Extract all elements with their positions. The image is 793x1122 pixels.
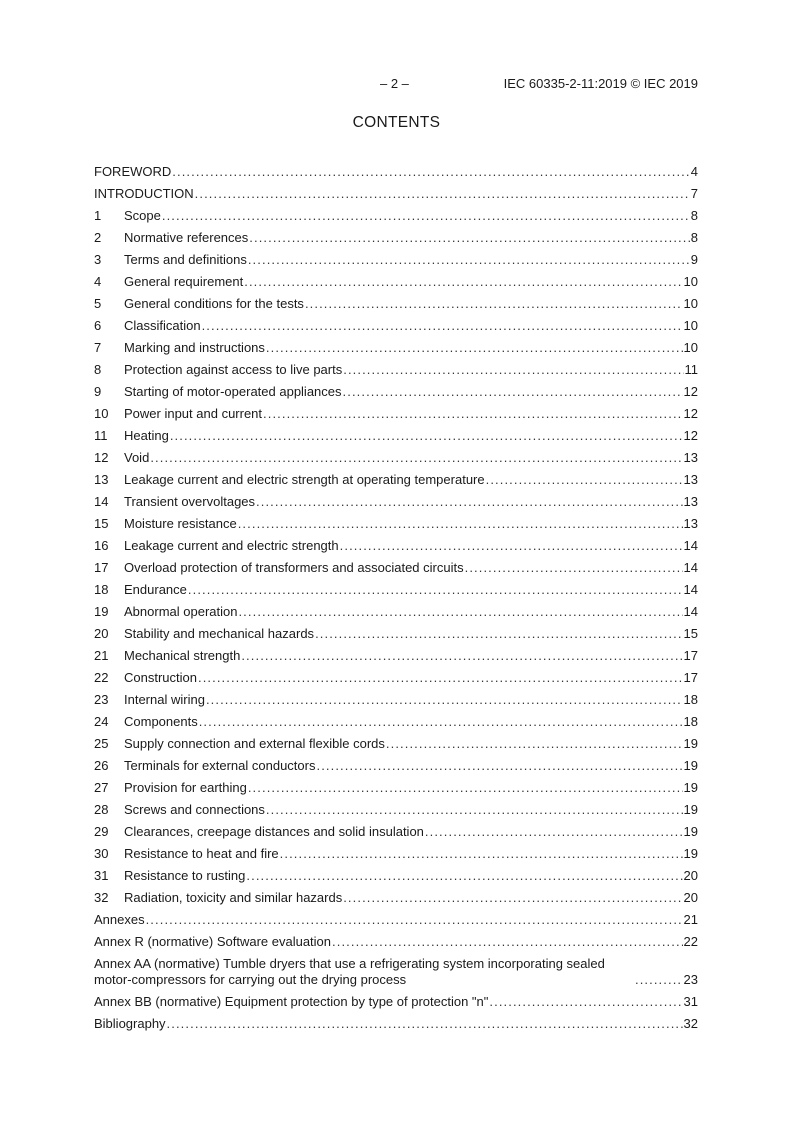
toc-entry[interactable] — [94, 488, 698, 510]
toc-entry-label: Transient overvoltages — [124, 494, 256, 509]
toc-entry[interactable] — [94, 422, 698, 444]
page-header — [0, 76, 793, 92]
toc-entry-label: Leakage current and electric strength — [124, 538, 339, 553]
toc-entry[interactable] — [94, 928, 698, 950]
toc-entry-label: Bibliography — [94, 1016, 166, 1031]
toc-entry-page: 20 — [683, 868, 698, 883]
toc-entry[interactable] — [94, 796, 698, 818]
dot-leader — [315, 626, 682, 642]
dot-leader — [266, 802, 683, 818]
toc-entry-page: 22 — [683, 934, 698, 949]
toc-entry-number: 18 — [94, 582, 109, 597]
dot-leader — [170, 428, 683, 444]
toc-entry-number: 14 — [94, 494, 109, 509]
dot-leader — [305, 296, 683, 312]
dot-leader — [199, 714, 683, 730]
toc-entry-page: 21 — [683, 912, 698, 927]
toc-entry-number: 15 — [94, 516, 109, 531]
toc-entry-label: Mechanical strength — [124, 648, 241, 663]
toc-entry-text — [124, 780, 684, 796]
toc-entry-page: 10 — [683, 318, 698, 333]
toc-entry-page: 12 — [683, 384, 698, 399]
toc-entry[interactable] — [94, 884, 698, 906]
toc-entry-page: 17 — [683, 648, 698, 663]
dot-leader — [386, 736, 683, 752]
toc-entry-number: 29 — [94, 824, 109, 839]
toc-entry-text — [94, 912, 684, 928]
toc-entry-page: 8 — [690, 230, 698, 245]
toc-entry-page: 14 — [683, 538, 698, 553]
toc-entry[interactable] — [94, 642, 698, 664]
toc-entry-page: 14 — [683, 604, 698, 619]
toc-entry-label: Overload protection of transformers and associated circuits — [124, 560, 464, 575]
toc-entry-number: 11 — [94, 428, 108, 443]
toc-entry-text — [124, 758, 684, 774]
toc-entry-number: 22 — [94, 670, 109, 685]
toc-entry-label: Annex AA (normative) Tumble dryers that use a refrigerating system incorporating sealed motor-compressors for carrying out the drying process — [94, 956, 605, 987]
dot-leader — [266, 340, 683, 356]
toc-entry-label: Classification — [124, 318, 201, 333]
toc-entry-number: 12 — [94, 450, 109, 465]
dot-leader — [343, 384, 683, 400]
toc-entry-page: 4 — [690, 164, 698, 179]
toc-entry-text — [94, 956, 684, 988]
toc-entry-page: 13 — [683, 494, 698, 509]
toc-entry-text — [94, 186, 691, 202]
toc-entry-number: 24 — [94, 714, 109, 729]
toc-entry[interactable] — [94, 356, 698, 378]
toc-entry-label: Starting of motor-operated appliances — [124, 384, 342, 399]
toc-entry-page: 19 — [683, 758, 698, 773]
toc-entry-page: 13 — [683, 450, 698, 465]
toc-entry[interactable] — [94, 774, 698, 796]
dot-leader — [248, 780, 683, 796]
toc-entry[interactable] — [94, 290, 698, 312]
toc-entry-page: 18 — [683, 714, 698, 729]
dot-leader — [150, 450, 682, 466]
dot-leader — [249, 230, 689, 246]
toc-entry[interactable] — [94, 554, 698, 576]
toc-entry-page: 8 — [690, 208, 698, 223]
toc-entry-text — [124, 230, 691, 246]
toc-entry-label: Screws and connections — [124, 802, 265, 817]
toc-entry-page: 15 — [683, 626, 698, 641]
toc-entry[interactable] — [94, 268, 698, 290]
toc-entry-text — [124, 274, 684, 290]
toc-entry[interactable] — [94, 466, 698, 488]
toc-entry-page: 19 — [683, 846, 698, 861]
dot-leader — [162, 208, 690, 224]
toc-entry-text — [94, 1016, 684, 1032]
toc-entry[interactable] — [94, 532, 698, 554]
toc-entry-page: 7 — [690, 186, 698, 201]
toc-entry-number: 16 — [94, 538, 109, 553]
toc-entry[interactable] — [94, 988, 698, 1010]
toc-entry-text — [124, 890, 684, 906]
dot-leader — [332, 934, 683, 950]
toc-entry-text — [124, 846, 684, 862]
toc-entry[interactable] — [94, 620, 698, 642]
page-number: – 2 – — [380, 76, 409, 91]
toc-entry-label: Abnormal operation — [124, 604, 238, 619]
toc-entry-number: 25 — [94, 736, 109, 751]
toc-entry-label: Components — [124, 714, 198, 729]
toc-entry-page: 17 — [683, 670, 698, 685]
toc-entry-page: 19 — [683, 824, 698, 839]
toc-entry-number: 26 — [94, 758, 109, 773]
toc-entry-text — [124, 582, 684, 598]
toc-entry[interactable] — [94, 378, 698, 400]
toc-entry-number: 2 — [94, 230, 102, 245]
dot-leader — [248, 252, 690, 268]
toc-entry-text — [124, 824, 684, 840]
toc-entry-page: 20 — [683, 890, 698, 905]
toc-entry-label: Protection against access to live parts — [124, 362, 343, 377]
dot-leader — [465, 560, 683, 576]
toc-entry-number: 23 — [94, 692, 109, 707]
toc-entry-page: 19 — [683, 736, 698, 751]
toc-entry-page: 10 — [683, 296, 698, 311]
toc-entry-label: Moisture resistance — [124, 516, 237, 531]
dot-leader — [343, 890, 682, 906]
toc-entry-number: 17 — [94, 560, 109, 575]
toc-entry[interactable] — [94, 444, 698, 466]
toc-entry-label: Supply connection and external flexible cords — [124, 736, 385, 751]
toc-entry-page: 19 — [683, 802, 698, 817]
toc-entry-text — [124, 560, 684, 576]
dot-leader — [246, 868, 682, 884]
toc-entry-number: 7 — [94, 340, 102, 355]
dot-leader — [343, 362, 683, 378]
dot-leader — [340, 538, 683, 554]
toc-entry-text — [124, 626, 684, 642]
toc-entry-label: Terminals for external conductors — [124, 758, 316, 773]
dot-leader — [486, 472, 683, 488]
toc-entry-text — [124, 362, 685, 378]
toc-entry-text — [124, 208, 691, 224]
toc-entry-text — [124, 494, 684, 510]
toc-entry[interactable] — [94, 950, 698, 988]
toc-entry-label: Radiation, toxicity and similar hazards — [124, 890, 343, 905]
toc-entry[interactable] — [94, 598, 698, 620]
toc-entry-page: 18 — [683, 692, 698, 707]
toc-entry-page: 10 — [683, 340, 698, 355]
toc-entry-page: 32 — [683, 1016, 698, 1031]
toc-entry[interactable] — [94, 1010, 698, 1032]
toc-entry-number: 5 — [94, 296, 102, 311]
toc-entry[interactable] — [94, 312, 698, 334]
toc-entry-text — [124, 516, 684, 532]
toc-entry-label: Stability and mechanical hazards — [124, 626, 315, 641]
toc-entry-text — [124, 802, 684, 818]
toc-entry-page: 9 — [690, 252, 698, 267]
page-title: CONTENTS — [352, 114, 441, 131]
dot-leader — [241, 648, 682, 664]
toc-entry-text — [124, 296, 684, 312]
dot-leader — [172, 164, 689, 180]
toc-entry[interactable] — [94, 708, 698, 730]
toc-entry-number: 19 — [94, 604, 109, 619]
dot-leader — [188, 582, 683, 598]
toc-entry[interactable] — [94, 202, 698, 224]
toc-entry-number: 1 — [94, 208, 102, 223]
toc-entry[interactable] — [94, 752, 698, 774]
toc-entry-page: 12 — [683, 406, 698, 421]
toc-entry-text — [124, 736, 684, 752]
toc-entry[interactable] — [94, 400, 698, 422]
toc-entry-label: Terms and definitions — [124, 252, 247, 267]
toc-entry-text — [124, 648, 684, 664]
toc-entry-text — [124, 868, 684, 884]
toc-entry-number: 31 — [94, 868, 109, 883]
toc-entry[interactable] — [94, 334, 698, 356]
document-reference: IEC 60335-2-11:2019 © IEC 2019 — [503, 76, 698, 91]
toc-entry-label: General requirement — [124, 274, 244, 289]
dot-leader — [167, 1016, 683, 1032]
toc-entry-text — [124, 604, 684, 620]
dot-leader — [206, 692, 683, 708]
toc-entry-text — [124, 318, 684, 334]
toc-entry-text — [124, 692, 684, 708]
table-of-contents — [94, 158, 698, 1032]
toc-entry-label: Endurance — [124, 582, 187, 597]
toc-entry-page: 19 — [683, 780, 698, 795]
toc-entry[interactable] — [94, 180, 698, 202]
toc-entry-page: 14 — [683, 560, 698, 575]
toc-entry-text — [124, 406, 684, 422]
toc-entry-label: Resistance to heat and fire — [124, 846, 279, 861]
dot-leader — [263, 406, 683, 422]
toc-entry-label: Internal wiring — [124, 692, 205, 707]
toc-entry-number: 13 — [94, 472, 109, 487]
toc-entry-label: Power input and current — [124, 406, 263, 421]
toc-entry-text — [94, 934, 684, 950]
toc-entry-text — [124, 384, 684, 400]
toc-entry-page: 11 — [684, 362, 698, 377]
toc-entry-label: Heating — [124, 428, 169, 443]
dot-leader — [202, 318, 683, 334]
toc-entry-number: 9 — [94, 384, 102, 399]
toc-entry-page: 31 — [683, 994, 698, 1009]
toc-entry-text — [94, 994, 684, 1010]
toc-entry-page: 14 — [683, 582, 698, 597]
toc-entry-label: Annex R (normative) Software evaluation — [94, 934, 332, 949]
dot-leader — [489, 994, 682, 1010]
toc-entry-label: Normative references — [124, 230, 249, 245]
toc-entry-number: 27 — [94, 780, 109, 795]
toc-entry-text — [124, 252, 691, 268]
toc-entry-label: Annex BB (normative) Equipment protection by type of protection "n" — [94, 994, 489, 1009]
toc-entry[interactable] — [94, 686, 698, 708]
toc-entry[interactable] — [94, 840, 698, 862]
toc-entry-number: 21 — [94, 648, 109, 663]
toc-entry-text — [124, 428, 684, 444]
toc-entry[interactable] — [94, 818, 698, 840]
toc-entry-label: Void — [124, 450, 150, 465]
toc-entry[interactable] — [94, 862, 698, 884]
dot-leader — [635, 972, 683, 988]
toc-entry[interactable] — [94, 510, 698, 532]
toc-entry-number: 4 — [94, 274, 102, 289]
toc-entry-page: 10 — [683, 274, 698, 289]
toc-entry-number: 3 — [94, 252, 102, 267]
toc-entry[interactable] — [94, 730, 698, 752]
dot-leader — [316, 758, 682, 774]
toc-entry-number: 6 — [94, 318, 102, 333]
toc-entry-label: Leakage current and electric strength at operating temperature — [124, 472, 485, 487]
toc-entry-text — [124, 472, 684, 488]
toc-entry-label: FOREWORD — [94, 164, 172, 179]
toc-entry-label: Provision for earthing — [124, 780, 247, 795]
toc-entry-label: Clearances, creepage distances and solid insulation — [124, 824, 424, 839]
toc-entry-number: 32 — [94, 890, 109, 905]
toc-entry-number: 30 — [94, 846, 109, 861]
toc-entry-label: INTRODUCTION — [94, 186, 194, 201]
toc-entry[interactable] — [94, 664, 698, 686]
toc-entry-number: 8 — [94, 362, 102, 377]
toc-entry[interactable] — [94, 158, 698, 180]
toc-entry-text — [124, 450, 684, 466]
dot-leader — [256, 494, 683, 510]
dot-leader — [425, 824, 683, 840]
dot-leader — [238, 604, 682, 620]
toc-entry[interactable] — [94, 906, 698, 928]
dot-leader — [146, 912, 683, 928]
toc-entry-text — [124, 714, 684, 730]
toc-entry-label: Annexes — [94, 912, 145, 927]
toc-entry-page: 12 — [683, 428, 698, 443]
toc-entry-page: 13 — [683, 472, 698, 487]
toc-entry-page: 23 — [683, 972, 698, 987]
toc-entry-number: 28 — [94, 802, 109, 817]
toc-entry-page: 13 — [683, 516, 698, 531]
toc-entry[interactable] — [94, 224, 698, 246]
toc-entry-text — [94, 164, 691, 180]
toc-entry-text — [124, 538, 684, 554]
dot-leader — [280, 846, 683, 862]
dot-leader — [244, 274, 682, 290]
toc-entry-number: 20 — [94, 626, 109, 641]
dot-leader — [198, 670, 683, 686]
toc-entry-label: Resistance to rusting — [124, 868, 246, 883]
dot-leader — [195, 186, 690, 202]
toc-entry-label: Scope — [124, 208, 161, 223]
toc-entry-label: Construction — [124, 670, 197, 685]
toc-entry[interactable] — [94, 246, 698, 268]
toc-entry-label: Marking and instructions — [124, 340, 265, 355]
toc-entry-text — [124, 340, 684, 356]
toc-entry-label: General conditions for the tests — [124, 296, 304, 311]
toc-entry-number: 10 — [94, 406, 109, 421]
dot-leader — [238, 516, 683, 532]
toc-entry-text — [124, 670, 684, 686]
toc-entry[interactable] — [94, 576, 698, 598]
